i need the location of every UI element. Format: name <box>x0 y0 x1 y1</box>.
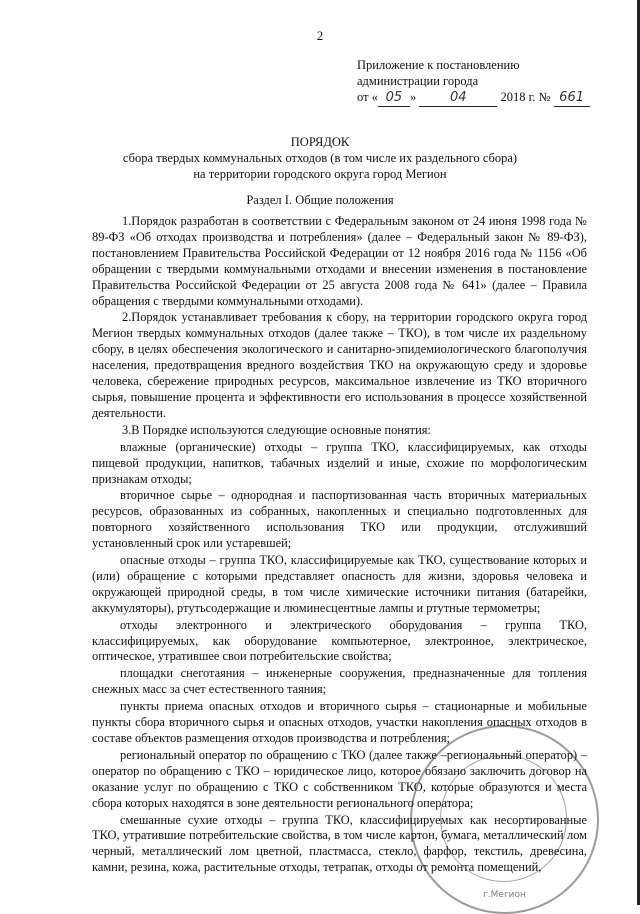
section-heading: Раздел I. Общие положения <box>246 193 394 207</box>
date-mid: » <box>409 90 417 104</box>
definition-hazardous-waste: опасные отходы – группа ТКО, классифицируемые как ТКО, существование которых и (или) обращение с которыми представляет опасность для жизни, здоровья человека и окружающей природной среды, в том числе химические источники питания (батарейки, аккумуляторы), ртутьсодержащие и люминесцентные лампы и ртутные термометры; <box>92 553 587 615</box>
appendix-line-2: администрации города <box>357 74 479 88</box>
definition-secondary-raw: вторичное сырье – однородная и паспортизованная часть вторичных материальных ресурсов, образованных из собранных, накопленных и специально подготовленных для повторного хозяйственного использования ТКО или продукции, отслуживший установленный срок или устаревшей; <box>92 488 587 551</box>
date-prefix: от « <box>357 90 378 104</box>
paragraph-1: 1.Порядок разработан в соответствии с Федеральным законом от 24 июня 1998 года № 89-ФЗ «Об отходах производства и потребления» (далее – Федеральный закон № 89-ФЗ), постановлением Правительства Российской Федерации от 12 ноября 2016 года № 1156 «Об обращении с твердыми коммунальными отходами и внесении изменения в постановление Правительства Российской Федерации от 25 августа 2008 года № 641» (далее – Правила обращения с твердыми коммунальными отходами). <box>92 214 587 308</box>
definition-wet-waste: влажные (органические) отходы – группа ТКО, классифицируемых, как отходы пищевой продукции, напитков, табачных изделий и иные, схожие по морфологическим признакам отходы; <box>92 439 587 486</box>
paragraph-3: 3.В Порядке используются следующие основные понятия: <box>122 422 431 437</box>
date-year: 2018 г. № <box>500 90 551 104</box>
document-body <box>92 214 587 877</box>
date-month: 04 <box>419 90 497 107</box>
document-title: ПОРЯДОК <box>290 135 350 149</box>
appendix-date-line <box>357 89 590 107</box>
appendix-line-1: Приложение к постановлению <box>357 58 520 72</box>
date-day: 05 <box>378 90 410 107</box>
definition-regional-operator: региональный оператор по обращению с ТКО (далее также –региональный оператор) – оператор по обращению с ТКО – юридическое лицо, которое обязано заключить договор на оказание услуг по обращению с ТКО с собственником ТКО, которые образуются и места сбора которых находятся в зоне деятельности регионального оператора; <box>92 747 587 810</box>
document-subtitle-line-2: на территории городского округа город Мегион <box>193 167 447 181</box>
page-number: 2 <box>316 28 324 43</box>
document-subtitle-line-1: сбора твердых коммунальных отходов (в том числе их раздельного сбора) <box>122 151 518 165</box>
definition-electronic-waste: отходы электронного и электрического оборудования – группа ТКО, классифицируемых, как оборудование компьютерное, электронное, электрическое, оптическое, утратившее свои потребительские свойства; <box>92 617 587 664</box>
definition-snow-melting: площадки снеготаяния – инженерные сооружения, предназначенные для топления снежных масс за счет естественного таяния; <box>92 666 587 697</box>
seal-city-text: г.Мегион <box>483 890 526 900</box>
paragraph-2: 2.Порядок устанавливает требования к сбору, на территории городского округа город Мегион твердых коммунальных отходов (далее также – ТКО), в том числе их раздельному сбору, в целях обеспечения экологического и санитарно-эпидемиологического благополучия населения, предотвращения вредного воздействия ТКО на окружающую среду и здоровье человека, сбережение природных ресурсов, максимальное извлечение из ТКО вторичного сырья, повышение процента и эффективности его использования в процессе хозяйственной деятельности. <box>92 310 587 420</box>
definition-collection-points: пункты приема опасных отходов и вторичного сырья – стационарные и мобильные пункты сбора вторичного сырья и опасных отходов, участки накопления опасных отходов в составе объектов размещения отходов производства и потребления; <box>92 699 587 745</box>
definition-mixed-dry-waste: смешанные сухие отходы – группа ТКО, классифицируемых как несортированные ТКО, утратившие потребительские свойства, в том числе картон, бумага, металлический лом черный, металлический лом цветной, пластмасса, стекло, фарфор, текстиль, древесина, камни, резина, кожа, растительные отходы, тетрапак, отходы от ремонта помещений, <box>92 812 587 875</box>
order-number: 661 <box>554 90 590 107</box>
appendix-block <box>357 57 590 107</box>
